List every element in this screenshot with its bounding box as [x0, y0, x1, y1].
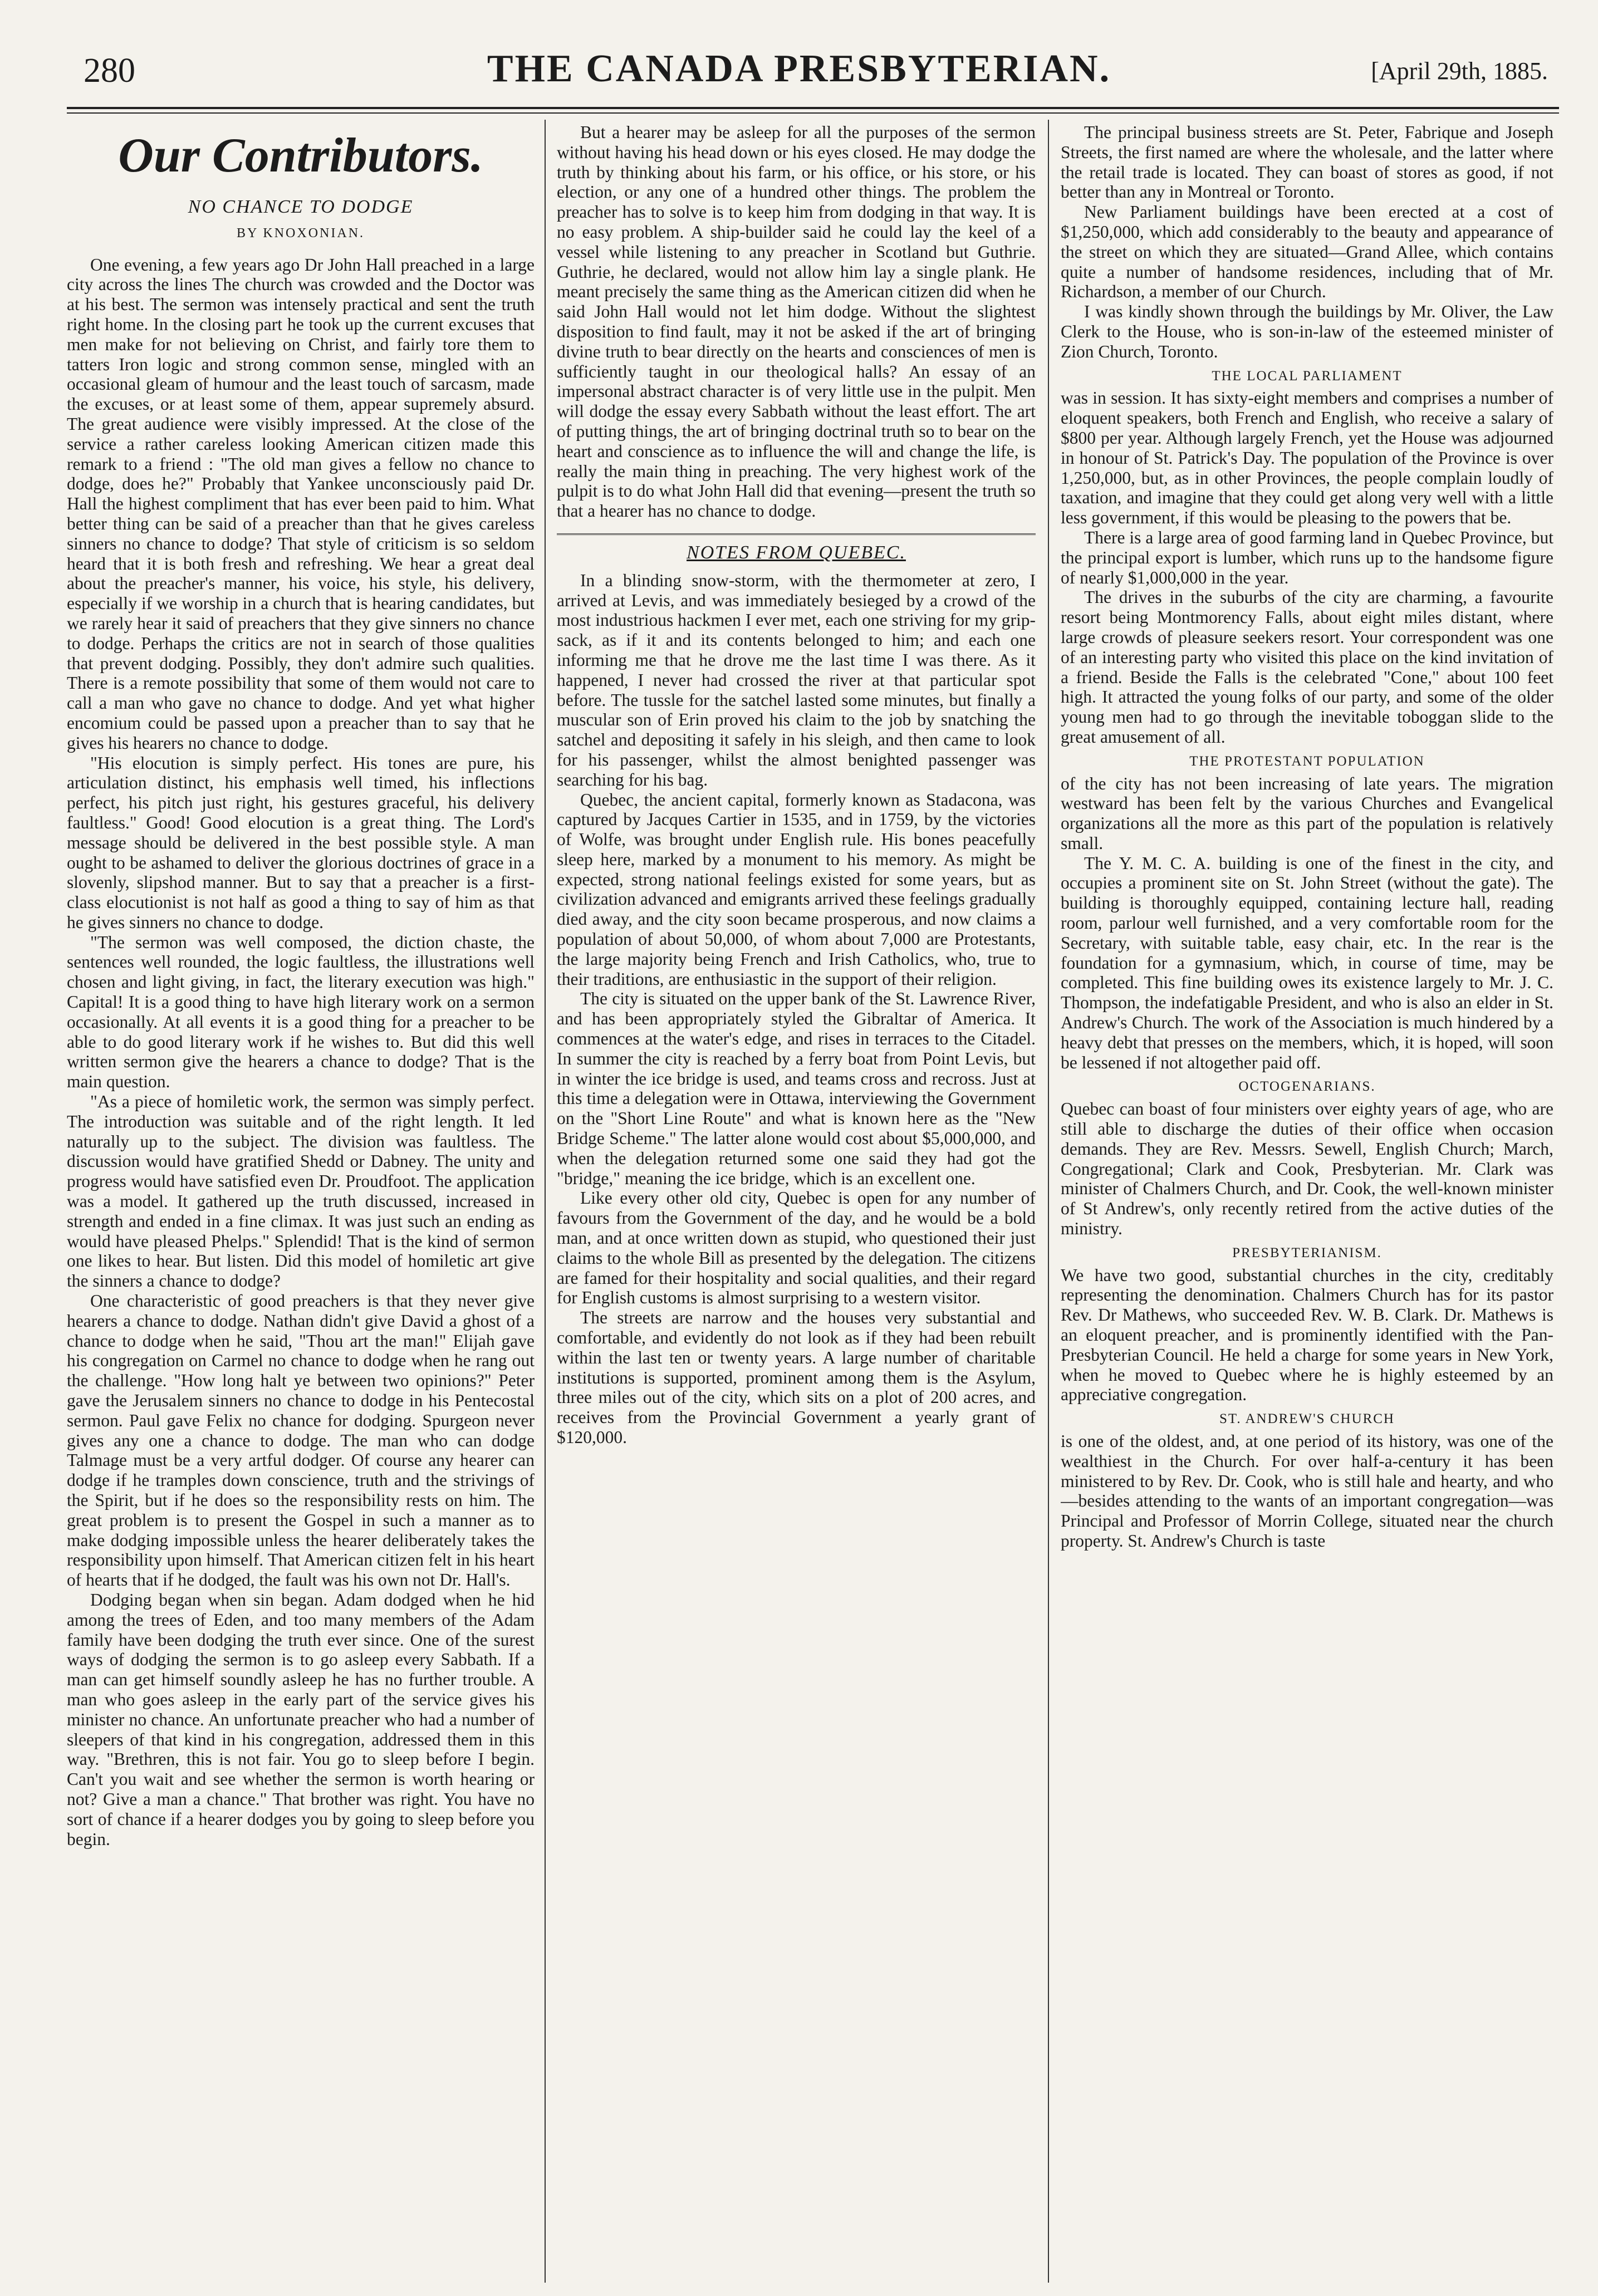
paragraph: The drives in the suburbs of the city are charming, a favourite resort being Montmorency Falls, about eight miles distant, where large crowds of pleasure seekers resort. Your correspondent was one of an interesting party who visited this place on the kind invitation of a friend. Beside the Falls is the celebrated "Cone," about 100 feet high. It attracted the young folks of our party, and some of the older young men had to go through the inevitable toboggan slide to the great amusement of all. [1061, 587, 1553, 747]
column-3 [1061, 122, 1553, 2283]
paragraph: In a blinding snow-storm, with the thermometer at zero, I arrived at Levis, and was immediately besieged by a crowd of the most industrious hackmen I ever met, each one striving for my grip-sack, as if it and its contents belonged to him; and each one informing me that he drove me the last time I was there. As it happened, I never had crossed the river at that particular spot before. The tussle for the satchel lasted some minutes, but finally a muscular son of Erin proved his claim to the job by snatching the satchel and depositing it safely in his sleigh, and then came to look for his passenger, whilst the almost benighted passenger was searching for his bag. [557, 570, 1036, 789]
issue-date: [April 29th, 1885. [1371, 57, 1548, 85]
paragraph: Quebec, the ancient capital, formerly known as Stadacona, was captured by Jacques Cartier in 1535, and in 1759, by the victories of Wolfe, was brought under English rule. His bones peacefully sleep here, marked by a monument to his memory. As might be expected, strong national feelings existed for some years, but as civilization advanced and emigrants arrived these feelings gradually died away, and the city soon became prosperous, and now claims a population of about 50,000, of whom about 7,000 are Protestants, the large majority being French and Irish Catholics, who, true to their traditions, are enthusiastic in the support of their religion. [557, 789, 1036, 989]
page-number: 280 [84, 52, 135, 90]
masthead: THE CANADA PRESBYTERIAN. [487, 47, 1111, 90]
column-2 [557, 122, 1036, 2283]
page-header [33, 39, 1565, 100]
header-rule-thin [67, 112, 1559, 114]
header-rule [67, 107, 1559, 109]
article-byline: BY KNOXONIAN. [236, 225, 365, 241]
paragraph: is one of the oldest, and, at one period of its history, was one of the wealthiest in the Church. For over half-a-century it has been ministered to by Rev. Dr. Cook, who is still hale and hearty, and who—besides attending to the wants of an important congregation—was Principal and Professor of Morrin College, situated near the church property. St. Andrew's Church is taste [1061, 1431, 1553, 1551]
paragraph: Quebec can boast of four ministers over eighty years of age, who are still able to discharge the duties of their office when occasion demands. They are Rev. Messrs. Sewell, English Church; March, Congregational; Clark and Cook, Presbyterian. Mr. Clark was minister of Chalmers Church, and Dr. Cook, the well-known minister of St Andrew's, only recently retired from the active duties of the ministry. [1061, 1099, 1553, 1239]
section-title: Our Contributors. [118, 129, 483, 183]
subheading: ST. ANDREW'S CHURCH [1219, 1411, 1395, 1427]
paragraph: The city is situated on the upper bank of the St. Lawrence River, and has been appropriately styled the Gibraltar of America. It commences at the water's edge, and rises in terraces to the Citadel. In summer the city is reached by a ferry boat from Point Levis, but in winter the ice bridge is used, and teams cross and recross. Just at this time a delegation were in Ottawa, interviewing the Government on the "Short Line Route" and what is known here as the "New Bridge Scheme." The latter alone would cost about $5,000,000, and when the delegation returned some one said they had got the "bridge," meaning the ice bridge, which is an excellent one. [557, 989, 1036, 1188]
subheading: THE LOCAL PARLIAMENT [1212, 368, 1403, 384]
paragraph: of the city has not been increasing of late years. The migration westward has been felt by the various Churches and Evangelical organizations all the more as this part of the population is relatively small. [1061, 773, 1553, 853]
paragraph: "His elocution is simply perfect. His tones are pure, his articulation distinct, his emphasis well timed, his inflections perfect, his pitch just right, his gestures graceful, his delivery faultless." Good! Good elocution is a great thing. The Lord's message should be delivered in the best possible style. A man ought to be ashamed to deliver the glorious doctrines of grace in a slovenly, slipshod manner. But to say that a preacher is a first-class elocutionist is not half as good a thing to say of him as that he gives sinners no chance to dodge. [67, 753, 535, 932]
paragraph: "The sermon was well composed, the diction chaste, the sentences well rounded, the logic faultless, the illustrations well chosen and light giving, in fact, the literary execution was high." Capital! It is a good thing to have high literary work on a sermon occasionally. At all events it is a good thing for a preacher to be able to do good literary work if he wishes to. But did this well written sermon give the hearers a chance to dodge? That is the main question. [67, 932, 535, 1092]
paragraph: Like every other old city, Quebec is open for any number of favours from the Government of the day, and he would be a bold man, and at once written down as stupid, who questioned their just claims to the whole Bill as presented by the delegation. The citizens are famed for their hospitality and social qualities, and their regard for English customs is almost surprising to a western visitor. [557, 1188, 1036, 1308]
article-title: NO CHANCE TO DODGE [188, 197, 414, 217]
paragraph: I was kindly shown through the buildings by Mr. Oliver, the Law Clerk to the House, who is son-in-law of the esteemed minister of Zion Church, Toronto. [1061, 302, 1553, 361]
column-1 [67, 122, 535, 2283]
column-divider [1048, 120, 1049, 2283]
article-title-text: NOTES FROM QUEBEC. [687, 542, 906, 563]
paragraph: was in session. It has sixty-eight members and comprises a number of eloquent speakers, both French and English, who receive a salary of $800 per year. Although largely French, yet the House was adjourned in honour of St. Patrick's Day. The population of the Province is over 1,250,000, but, as in other Provinces, the people complain loudly of taxation, and imagine that they could get along very well with a little less government, if this would be pleasing to the powers that be. [1061, 388, 1553, 528]
paragraph: One evening, a few years ago Dr John Hall preached in a large city across the lines The church was crowded and the Doctor was at his best. The sermon was intensely practical and sent the truth right home. In the closing part he took up the current excuses that men make for not believing on Christ, and fairly tore them to tatters Iron logic and strong common sense, mingled with an occasional gleam of humour and the least touch of sarcasm, made the excuses, or at least some of them, appear supremely absurd. The great audience were visibly impressed. At the close of the service a rather careless looking American citizen made this remark to a friend : "The old man gives a fellow no chance to dodge, does he?" Probably that Yankee unconsciously paid Dr. Hall the highest compliment that has ever been paid to him. What better thing can be said of a preacher than that he gives careless sinners no chance to dodge? That style of criticism is so seldom heard that it is both fresh and refreshing. We hear a great deal about the preacher's manner, his voice, his style, his delivery, especially if we worship in a church that is hearing candidates, but we rarely hear it said of preachers that they give sinners no chance to dodge. Perhaps the critics are not in search of those qualities that prevent dodging. Possibly, they don't admire such qualities. There is a remote possibility that some of them would not care to call a man who gave no chance to dodge. And yet what higher encomium could be passed upon a preacher than to say that he gives his hearers no chance to dodge. [67, 254, 535, 753]
paragraph: Dodging began when sin began. Adam dodged when he hid among the trees of Eden, and too many members of the Adam family have been dodging the truth ever since. One of the surest ways of dodging the sermon is to go asleep every Sabbath. If a man can get himself soundly asleep he has no further trouble. A man who goes asleep in the early part of the service gives his minister no chance. An unfortunate preacher who had a number of sleepers of that kind in his congregation, addressed them in this way. "Brethren, this is not fair. You go to sleep before I begin. Can't you wait and see whether the sermon is worth hearing or not? Give a man a chance." That brother was right. You have no sort of chance if a hearer dodges you by going to sleep before you begin. [67, 1589, 535, 1849]
column-divider [545, 120, 546, 2283]
subheading: THE PROTESTANT POPULATION [1189, 753, 1425, 769]
paragraph: One characteristic of good preachers is that they never give hearers a chance to dodge. Nathan didn't give David a ghost of a chance to dodge when he said, "Thou art the man!" Elijah gave his congregation on Carmel no chance to dodge when he rang out the challenge. "How long halt ye between two opinions?" Peter gave the Jerusalem sinners no chance to dodge in his Pentecostal sermon. Paul gave Felix no chance for dodging. Spurgeon never gives any one a chance to dodge. The man who can dodge Talmage must be a very artful dodger. Of course any hearer can dodge if he tramples down conscience, truth and the strivings of the Spirit, but if he does so the responsibility rests on him. The great problem is to present the Gospel in such a manner as to make dodging impossible unless the hearer deliberately takes the responsibility upon himself. That American citizen felt in his heart of hearts that if he dodged, the fault was his own not Dr. Hall's. [67, 1291, 535, 1590]
paragraph: We have two good, substantial churches in the city, creditably representing the denomination. Chalmers Church has for its pastor Rev. Dr Mathews, who succeeded Rev. W. B. Clark. Dr. Mathews is an eloquent preacher, and is prominently identified with the Pan-Presbyterian Council. He held a charge for some years in New York, when he moved to Quebec where he is highly esteemed by an appreciative congregation. [1061, 1265, 1553, 1405]
paragraph: New Parliament buildings have been erected at a cost of $1,250,000, which add considerably to the beauty and appearance of the street on which they are situated—Grand Allee, which contains quite a number of handsome residences, including that of Mr. Richardson, a member of our Church. [1061, 202, 1553, 302]
paragraph: The streets are narrow and the houses very substantial and comfortable, and evidently do not look as if they had been rebuilt within the last ten or twenty years. A large number of charitable institutions is supported, prominent among them is the Asylum, three miles out of the city, which sits on a plot of 200 acres, and receives from the Provincial Government a yearly grant of $120,000. [557, 1308, 1036, 1447]
article-title [557, 533, 1036, 563]
paragraph: There is a large area of good farming land in Quebec Province, but the principal export is lumber, which runs up to the handsome figure of nearly $1,000,000 in the year. [1061, 527, 1553, 587]
subheading: PRESBYTERIANISM. [1232, 1245, 1382, 1260]
subheading: OCTOGENARIANS. [1238, 1079, 1376, 1095]
paragraph: "As a piece of homiletic work, the sermon was simply perfect. The introduction was suitable and of the right length. It led naturally up to the subject. The division was faultless. The discussion would have gratified Shedd or Dabney. The unity and progress would have satisfied even Dr. Proudfoot. The application was a model. It gathered up the truth discussed, increased in strength and ended in a fine climax. It was just such an ending as would have pleased Phelps." Splendid! That is the kind of sermon one likes to hear. But listen. Did this model of homiletic art give the sinners a chance to dodge? [67, 1092, 535, 1291]
paragraph: The principal business streets are St. Peter, Fabrique and Joseph Streets, the first named are where the wholesale, and the latter where the retail trade is located. They can boast of stores as good, if not better than any in Montreal or Toronto. [1061, 122, 1553, 202]
paragraph: The Y. M. C. A. building is one of the finest in the city, and occupies a prominent site on St. John Street (without the gate). The building is thoroughly equipped, containing lecture hall, reading room, parlour well furnished, and a very comfortable room for the Secretary, with suitable table, easy chair, etc. In the rear is the foundation for a gymnasium, which, in course of time, may be completed. This fine building owes its existence largely to Mr. J. C. Thompson, the indefatigable President, and who is also an elder in St. Andrew's Church. The work of the Association is much hindered by a heavy debt that presses on the members, which, it is hoped, will soon be lessened if not altogether paid off. [1061, 853, 1553, 1072]
paragraph: But a hearer may be asleep for all the purposes of the sermon without having his head down or his eyes closed. He may dodge the truth by thinking about his farm, or his office, or his store, or his election, or any one of a hundred other things. The problem the preacher has to solve is to keep him from dodging in that way. It is no easy problem. A ship-builder said he could lay the keel of a vessel while listening to any preacher in Scotland but Guthrie. Guthrie, he declared, would not allow him lay a single plank. He meant precisely the same thing as the American citizen did when he said John Hall would not let him dodge. Without the slightest disposition to find fault, may it not be asked if the art of bringing divine truth to bear directly on the hearts and consciences of men is sufficiently taught in our theological halls? An essay of an impersonal abstract character is of very little use in the pulpit. Men will dodge the essay every Sabbath without the least effort. The art of putting things, the art of bringing doctrinal truth so to bear on the heart and conscience as to influence the will and change the life, is really the main thing in preaching. The very highest work of the pulpit is to do what John Hall did that evening—present the truth so that a hearer has no chance to dodge. [557, 122, 1036, 521]
